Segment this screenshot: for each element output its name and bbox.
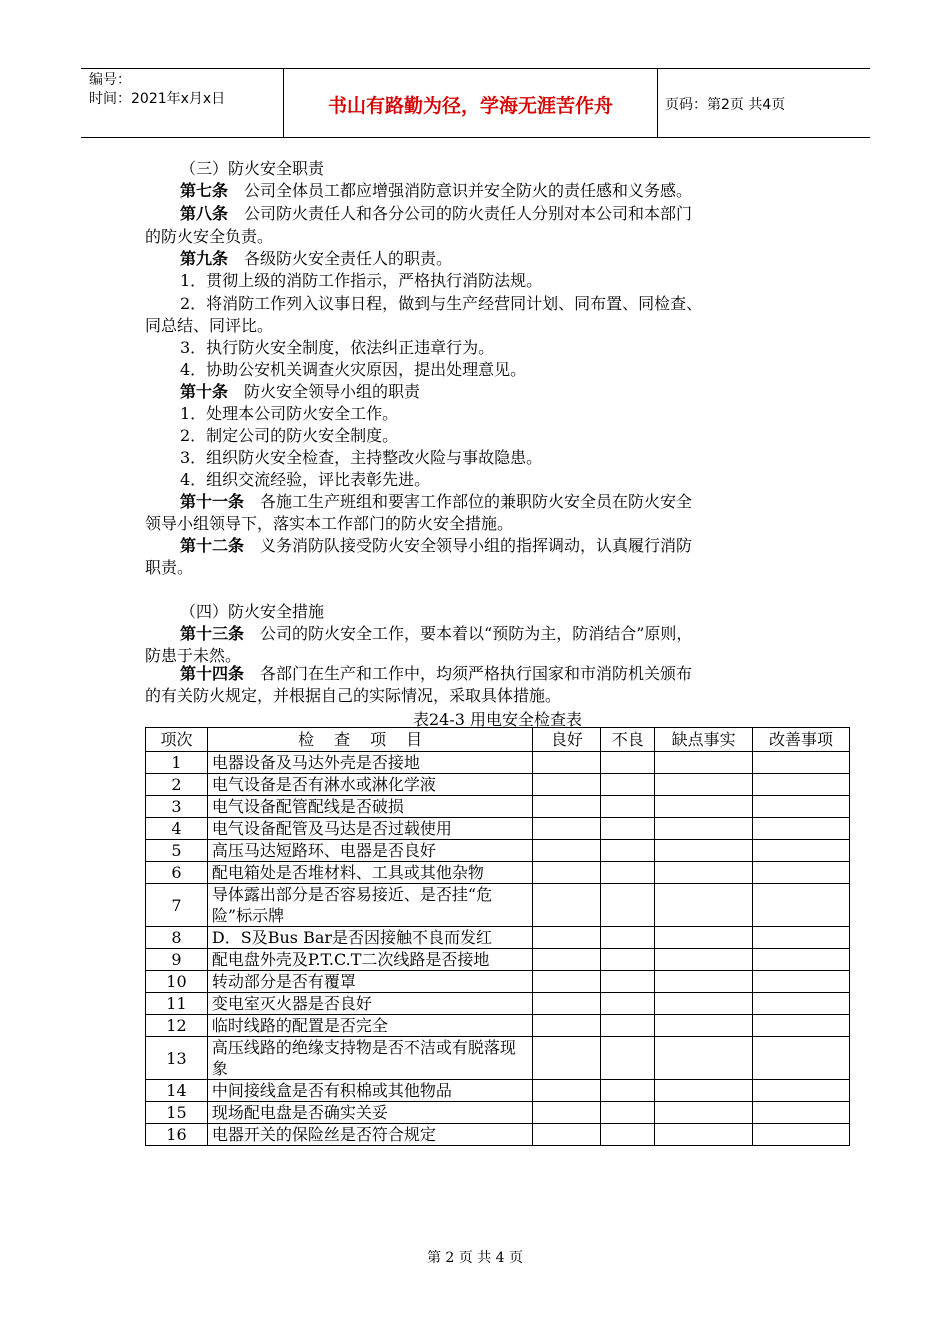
list-item: 1．处理本公司防火安全工作。 <box>180 404 399 423</box>
row-defect-cell <box>655 774 753 796</box>
row-number: 14 <box>146 1080 208 1102</box>
row-good-cell <box>533 752 601 774</box>
header-left <box>89 71 225 109</box>
row-number: 9 <box>146 949 208 971</box>
table-row <box>146 1080 850 1102</box>
row-number: 1 <box>146 752 208 774</box>
row-defect-cell <box>655 1102 753 1124</box>
row-good-cell <box>533 1037 601 1080</box>
row-improve-cell <box>753 818 850 840</box>
article-label: 第十四条 <box>180 664 245 683</box>
article-label: 第十一条 <box>180 492 245 511</box>
row-bad-cell <box>601 1037 655 1080</box>
row-bad-cell <box>601 993 655 1015</box>
article-text: 公司的防火安全工作，要本着以“预防为主，防消结合”原则， <box>260 624 693 643</box>
row-defect-cell <box>655 884 753 927</box>
row-number: 12 <box>146 1015 208 1037</box>
row-bad-cell <box>601 818 655 840</box>
row-improve-cell <box>753 1102 850 1124</box>
row-defect-cell <box>655 796 753 818</box>
row-good-cell <box>533 796 601 818</box>
article-11 <box>180 491 692 513</box>
article-10 <box>180 381 420 403</box>
article-label: 第九条 <box>180 249 229 268</box>
row-defect-cell <box>655 993 753 1015</box>
table-row <box>146 774 850 796</box>
row-number: 4 <box>146 818 208 840</box>
row-number: 10 <box>146 971 208 993</box>
row-defect-cell <box>655 1124 753 1146</box>
row-check-item: 现场配电盘是否确实关妥 <box>207 1102 532 1124</box>
header-defect: 缺点事实 <box>655 728 753 752</box>
row-check-item: 临时线路的配置是否完全 <box>207 1015 532 1037</box>
row-defect-cell <box>655 862 753 884</box>
article-12 <box>180 535 692 557</box>
row-number: 15 <box>146 1102 208 1124</box>
article-12-cont: 职责。 <box>145 558 194 577</box>
section3-title: （三）防火安全职责 <box>180 159 325 178</box>
row-improve-cell <box>753 927 850 949</box>
row-improve-cell <box>753 884 850 927</box>
row-check-item: 配电盘外壳及P.T.C.T二次线路是否接地 <box>207 949 532 971</box>
list-item: 2．将消防工作列入议事日程，做到与生产经营同计划、同布置、同检查、 <box>180 294 703 313</box>
row-improve-cell <box>753 1015 850 1037</box>
row-number: 5 <box>146 840 208 862</box>
row-bad-cell <box>601 1102 655 1124</box>
table-header-row <box>146 728 850 752</box>
row-check-item: 变电室灭火器是否良好 <box>207 993 532 1015</box>
list-item: 4．组织交流经验，评比表彰先进。 <box>180 470 431 489</box>
row-improve-cell <box>753 752 850 774</box>
row-good-cell <box>533 971 601 993</box>
article-9 <box>180 248 452 270</box>
row-improve-cell <box>753 796 850 818</box>
row-defect-cell <box>655 840 753 862</box>
list-item: 1．贯彻上级的消防工作指示，严格执行消防法规。 <box>180 271 543 290</box>
table-row <box>146 752 850 774</box>
row-bad-cell <box>601 1015 655 1037</box>
table-row <box>146 949 850 971</box>
table-row <box>146 993 850 1015</box>
article-label: 第七条 <box>180 181 229 200</box>
row-bad-cell <box>601 1080 655 1102</box>
row-good-cell <box>533 862 601 884</box>
row-good-cell <box>533 1124 601 1146</box>
article-text: 公司全体员工都应增强消防意识并安全防火的责任感和义务感。 <box>244 181 693 200</box>
row-number: 2 <box>146 774 208 796</box>
row-check-item: D．S及Bus Bar是否因接触不良而发红 <box>207 927 532 949</box>
article-label: 第十三条 <box>180 624 245 643</box>
row-defect-cell <box>655 818 753 840</box>
article-8-cont: 的防火安全负责。 <box>145 227 274 246</box>
electrical-safety-checklist <box>145 727 850 1146</box>
time-label: 时间：2021年x月x日 <box>89 91 226 107</box>
table-caption: 表24-3 用电安全检查表 <box>412 710 583 729</box>
row-improve-cell <box>753 993 850 1015</box>
row-defect-cell <box>655 752 753 774</box>
header-page-info: 页码：第2页 共4页 <box>665 97 786 113</box>
list-item: 2．制定公司的防火安全制度。 <box>180 426 399 445</box>
row-defect-cell <box>655 1037 753 1080</box>
row-good-cell <box>533 949 601 971</box>
row-number: 7 <box>146 884 208 927</box>
row-improve-cell <box>753 840 850 862</box>
row-defect-cell <box>655 1015 753 1037</box>
table-row <box>146 1037 850 1080</box>
list-item: 3．执行防火安全制度，依法纠正违章行为。 <box>180 338 495 357</box>
article-11-cont: 领导小组领导下，落实本工作部门的防火安全措施。 <box>145 514 514 533</box>
section4-title: （四）防火安全措施 <box>180 602 325 621</box>
row-check-item: 电气设备是否有淋水或淋化学液 <box>207 774 532 796</box>
row-good-cell <box>533 774 601 796</box>
row-check-item: 导体露出部分是否容易接近、是否挂“危险”标示牌 <box>207 884 532 927</box>
row-check-item: 中间接线盒是否有积棉或其他物品 <box>207 1080 532 1102</box>
list-item: 3．组织防火安全检查，主持整改火险与事故隐患。 <box>180 448 543 467</box>
row-good-cell <box>533 818 601 840</box>
row-good-cell <box>533 1015 601 1037</box>
article-label: 第十二条 <box>180 536 245 555</box>
row-number: 11 <box>146 993 208 1015</box>
row-check-item: 电气设备配管配线是否破损 <box>207 796 532 818</box>
table-row <box>146 862 850 884</box>
row-good-cell <box>533 927 601 949</box>
row-defect-cell <box>655 927 753 949</box>
header-divider <box>657 69 658 137</box>
row-check-item: 电器开关的保险丝是否符合规定 <box>207 1124 532 1146</box>
row-good-cell <box>533 1102 601 1124</box>
table-row <box>146 840 850 862</box>
table-row <box>146 884 850 927</box>
row-bad-cell <box>601 752 655 774</box>
row-bad-cell <box>601 949 655 971</box>
row-check-item: 电气设备配管及马达是否过载使用 <box>207 818 532 840</box>
row-good-cell <box>533 884 601 927</box>
header-motto: 书山有路勤为径，学海无涯苦作舟 <box>327 95 613 117</box>
row-improve-cell <box>753 949 850 971</box>
article-text: 义务消防队接受防火安全领导小组的指挥调动，认真履行消防 <box>260 536 693 555</box>
row-improve-cell <box>753 1080 850 1102</box>
row-check-item: 配电箱处是否堆材料、工具或其他杂物 <box>207 862 532 884</box>
row-bad-cell <box>601 927 655 949</box>
article-text: 各施工生产班组和要害工作部位的兼职防火安全员在防火安全 <box>260 492 693 511</box>
header-improve: 改善事项 <box>753 728 850 752</box>
list-item: 4．协助公安机关调查火灾原因，提出处理意见。 <box>180 360 527 379</box>
row-defect-cell <box>655 1080 753 1102</box>
header-good: 良好 <box>533 728 601 752</box>
row-bad-cell <box>601 884 655 927</box>
row-bad-cell <box>601 796 655 818</box>
row-improve-cell <box>753 971 850 993</box>
article-label: 第八条 <box>180 204 229 223</box>
table-row <box>146 818 850 840</box>
article-label: 第十条 <box>180 382 229 401</box>
row-check-item: 高压马达短路环、电器是否良好 <box>207 840 532 862</box>
row-check-item: 高压线路的绝缘支持物是否不洁或有脱落现象 <box>207 1037 532 1080</box>
article-text: 各部门在生产和工作中，均须严格执行国家和市消防机关颁布 <box>260 664 693 683</box>
article-text: 公司防火责任人和各分公司的防火责任人分别对本公司和本部门 <box>244 204 693 223</box>
table-row <box>146 927 850 949</box>
code-label: 编号： <box>89 72 131 88</box>
header-bad: 不良 <box>601 728 655 752</box>
table-row <box>146 1124 850 1146</box>
header-item: 检查项目 <box>207 728 532 752</box>
list-item: 同总结、同评比。 <box>145 316 274 335</box>
article-7 <box>180 180 692 202</box>
table-row <box>146 971 850 993</box>
row-number: 3 <box>146 796 208 818</box>
row-improve-cell <box>753 1037 850 1080</box>
row-good-cell <box>533 993 601 1015</box>
row-bad-cell <box>601 971 655 993</box>
document-header <box>81 68 870 138</box>
row-check-item: 电器设备及马达外壳是否接地 <box>207 752 532 774</box>
row-check-item: 转动部分是否有覆罩 <box>207 971 532 993</box>
article-text: 防火安全领导小组的职责 <box>244 382 421 401</box>
row-good-cell <box>533 840 601 862</box>
row-bad-cell <box>601 862 655 884</box>
row-improve-cell <box>753 774 850 796</box>
row-improve-cell <box>753 1124 850 1146</box>
table-row <box>146 1015 850 1037</box>
article-13 <box>180 623 692 645</box>
row-defect-cell <box>655 949 753 971</box>
row-number: 6 <box>146 862 208 884</box>
row-bad-cell <box>601 1124 655 1146</box>
article-text: 各级防火安全责任人的职责。 <box>244 249 453 268</box>
article-14 <box>180 663 692 685</box>
row-good-cell <box>533 1080 601 1102</box>
page-footer: 第 2 页 共 4 页 <box>426 1250 524 1266</box>
article-14-cont: 的有关防火规定，并根据自己的实际情况，采取具体措施。 <box>145 686 562 705</box>
table-row <box>146 1102 850 1124</box>
row-number: 8 <box>146 927 208 949</box>
header-no: 项次 <box>146 728 208 752</box>
row-number: 16 <box>146 1124 208 1146</box>
table-row <box>146 796 850 818</box>
row-bad-cell <box>601 840 655 862</box>
row-number: 13 <box>146 1037 208 1080</box>
row-bad-cell <box>601 774 655 796</box>
article-8 <box>180 203 692 225</box>
row-defect-cell <box>655 971 753 993</box>
article-13-cont: 防患于未然。 <box>145 646 242 665</box>
row-improve-cell <box>753 862 850 884</box>
